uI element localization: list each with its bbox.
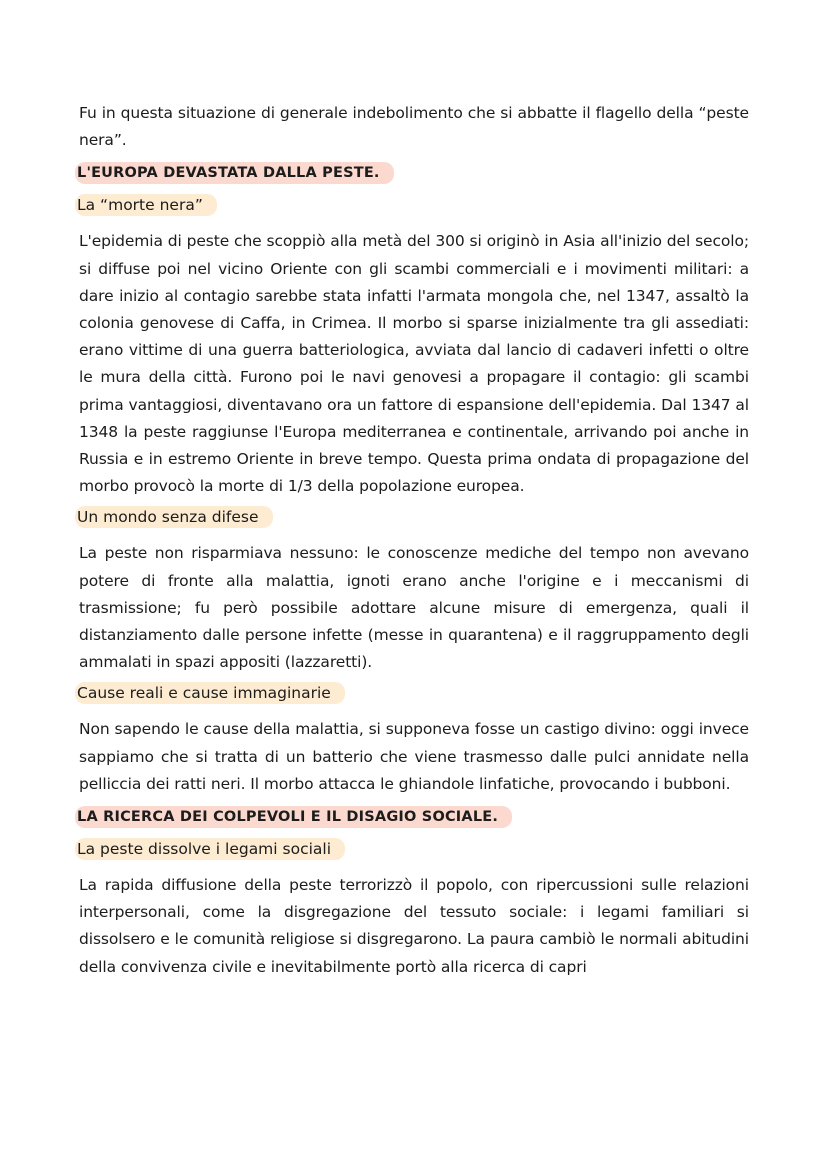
section-heading-wrap (79, 162, 749, 184)
paragraph-cause: Non sapendo le cause della malattia, si supponeva fosse un castigo divino: oggi invece sappiamo che si tratta di un batterio che viene trasmesso dalle pulci annidate nella pelliccia dei ratti neri. Il morbo attacca le ghiandole linfatiche, provocando i bubboni. (79, 720, 749, 793)
paragraph-legami-sociali: La rapida diffusione della peste terrorizzò il popolo, con ripercussioni sulle relazioni interpersonali, come la disgregazione del tessuto sociale: i legami familiari si dissolsero e le comunità religiose si disgregarono. La paura cambiò le normali abitudini della convivenza civile e inevitabilmente portò alla ricerca di capri (79, 876, 749, 976)
subheading-cause: Cause reali e cause immaginarie (75, 682, 345, 704)
document-content (79, 100, 749, 981)
paragraph-mondo-senza-difese: La peste non risparmiava nessuno: le conoscenze mediche del tempo non avevano potere di fronte alla malattia, ignoti erano anche l'origine e i meccanismi di trasmissione; fu però possibile adottare alcune misure di emergenza, quali il distanziamento dalle persone infette (messe in quarantena) e il raggruppamento degli ammalati in spazi appositi (lazzaretti). (79, 544, 749, 672)
subheading-wrap (79, 838, 749, 862)
subheading-legami-sociali: La peste dissolve i legami sociali (75, 838, 345, 860)
subheading-mondo-senza-difese: Un mondo senza difese (75, 506, 273, 528)
intro-paragraph: Fu in questa situazione di generale indebolimento che si abbatte il flagello della “peste nera”. (79, 104, 749, 150)
section-heading-colpevoli: LA RICERCA DEI COLPEVOLI E IL DISAGIO SOCIALE. (75, 806, 512, 828)
section-heading-wrap (79, 806, 749, 828)
subheading-wrap (79, 682, 749, 706)
subheading-wrap (79, 194, 749, 218)
subheading-morte-nera: La “morte nera” (75, 194, 217, 216)
paragraph-morte-nera: L'epidemia di peste che scoppiò alla metà del 300 si originò in Asia all'inizio del secolo; si diffuse poi nel vicino Oriente con gli scambi commerciali e i movimenti militari: a dare inizio al contagio sarebbe stata infatti l'armata mongola che, nel 1347, assaltò la colonia genovese di Caffa, in Crimea. Il morbo si sparse inizialmente tra gli assediati: erano vittime di una guerra batteriologica, avviata dal lancio di cadaveri infetti o oltre le mura della città. Furono poi le navi genovesi a propagare il contagio: gli scambi prima vantaggiosi, diventavano ora un fattore di espansione dell'epidemia. Dal 1347 al 1348 la peste raggiunse l'Europa mediterranea e continentale, arrivando poi anche in Russia e in estremo Oriente in breve tempo. Questa prima ondata di propagazione del morbo provocò la morte di 1/3 della popolazione europea. (79, 232, 749, 496)
section-heading-europa: L'EUROPA DEVASTATA DALLA PESTE. (75, 162, 394, 184)
subheading-wrap (79, 506, 749, 530)
